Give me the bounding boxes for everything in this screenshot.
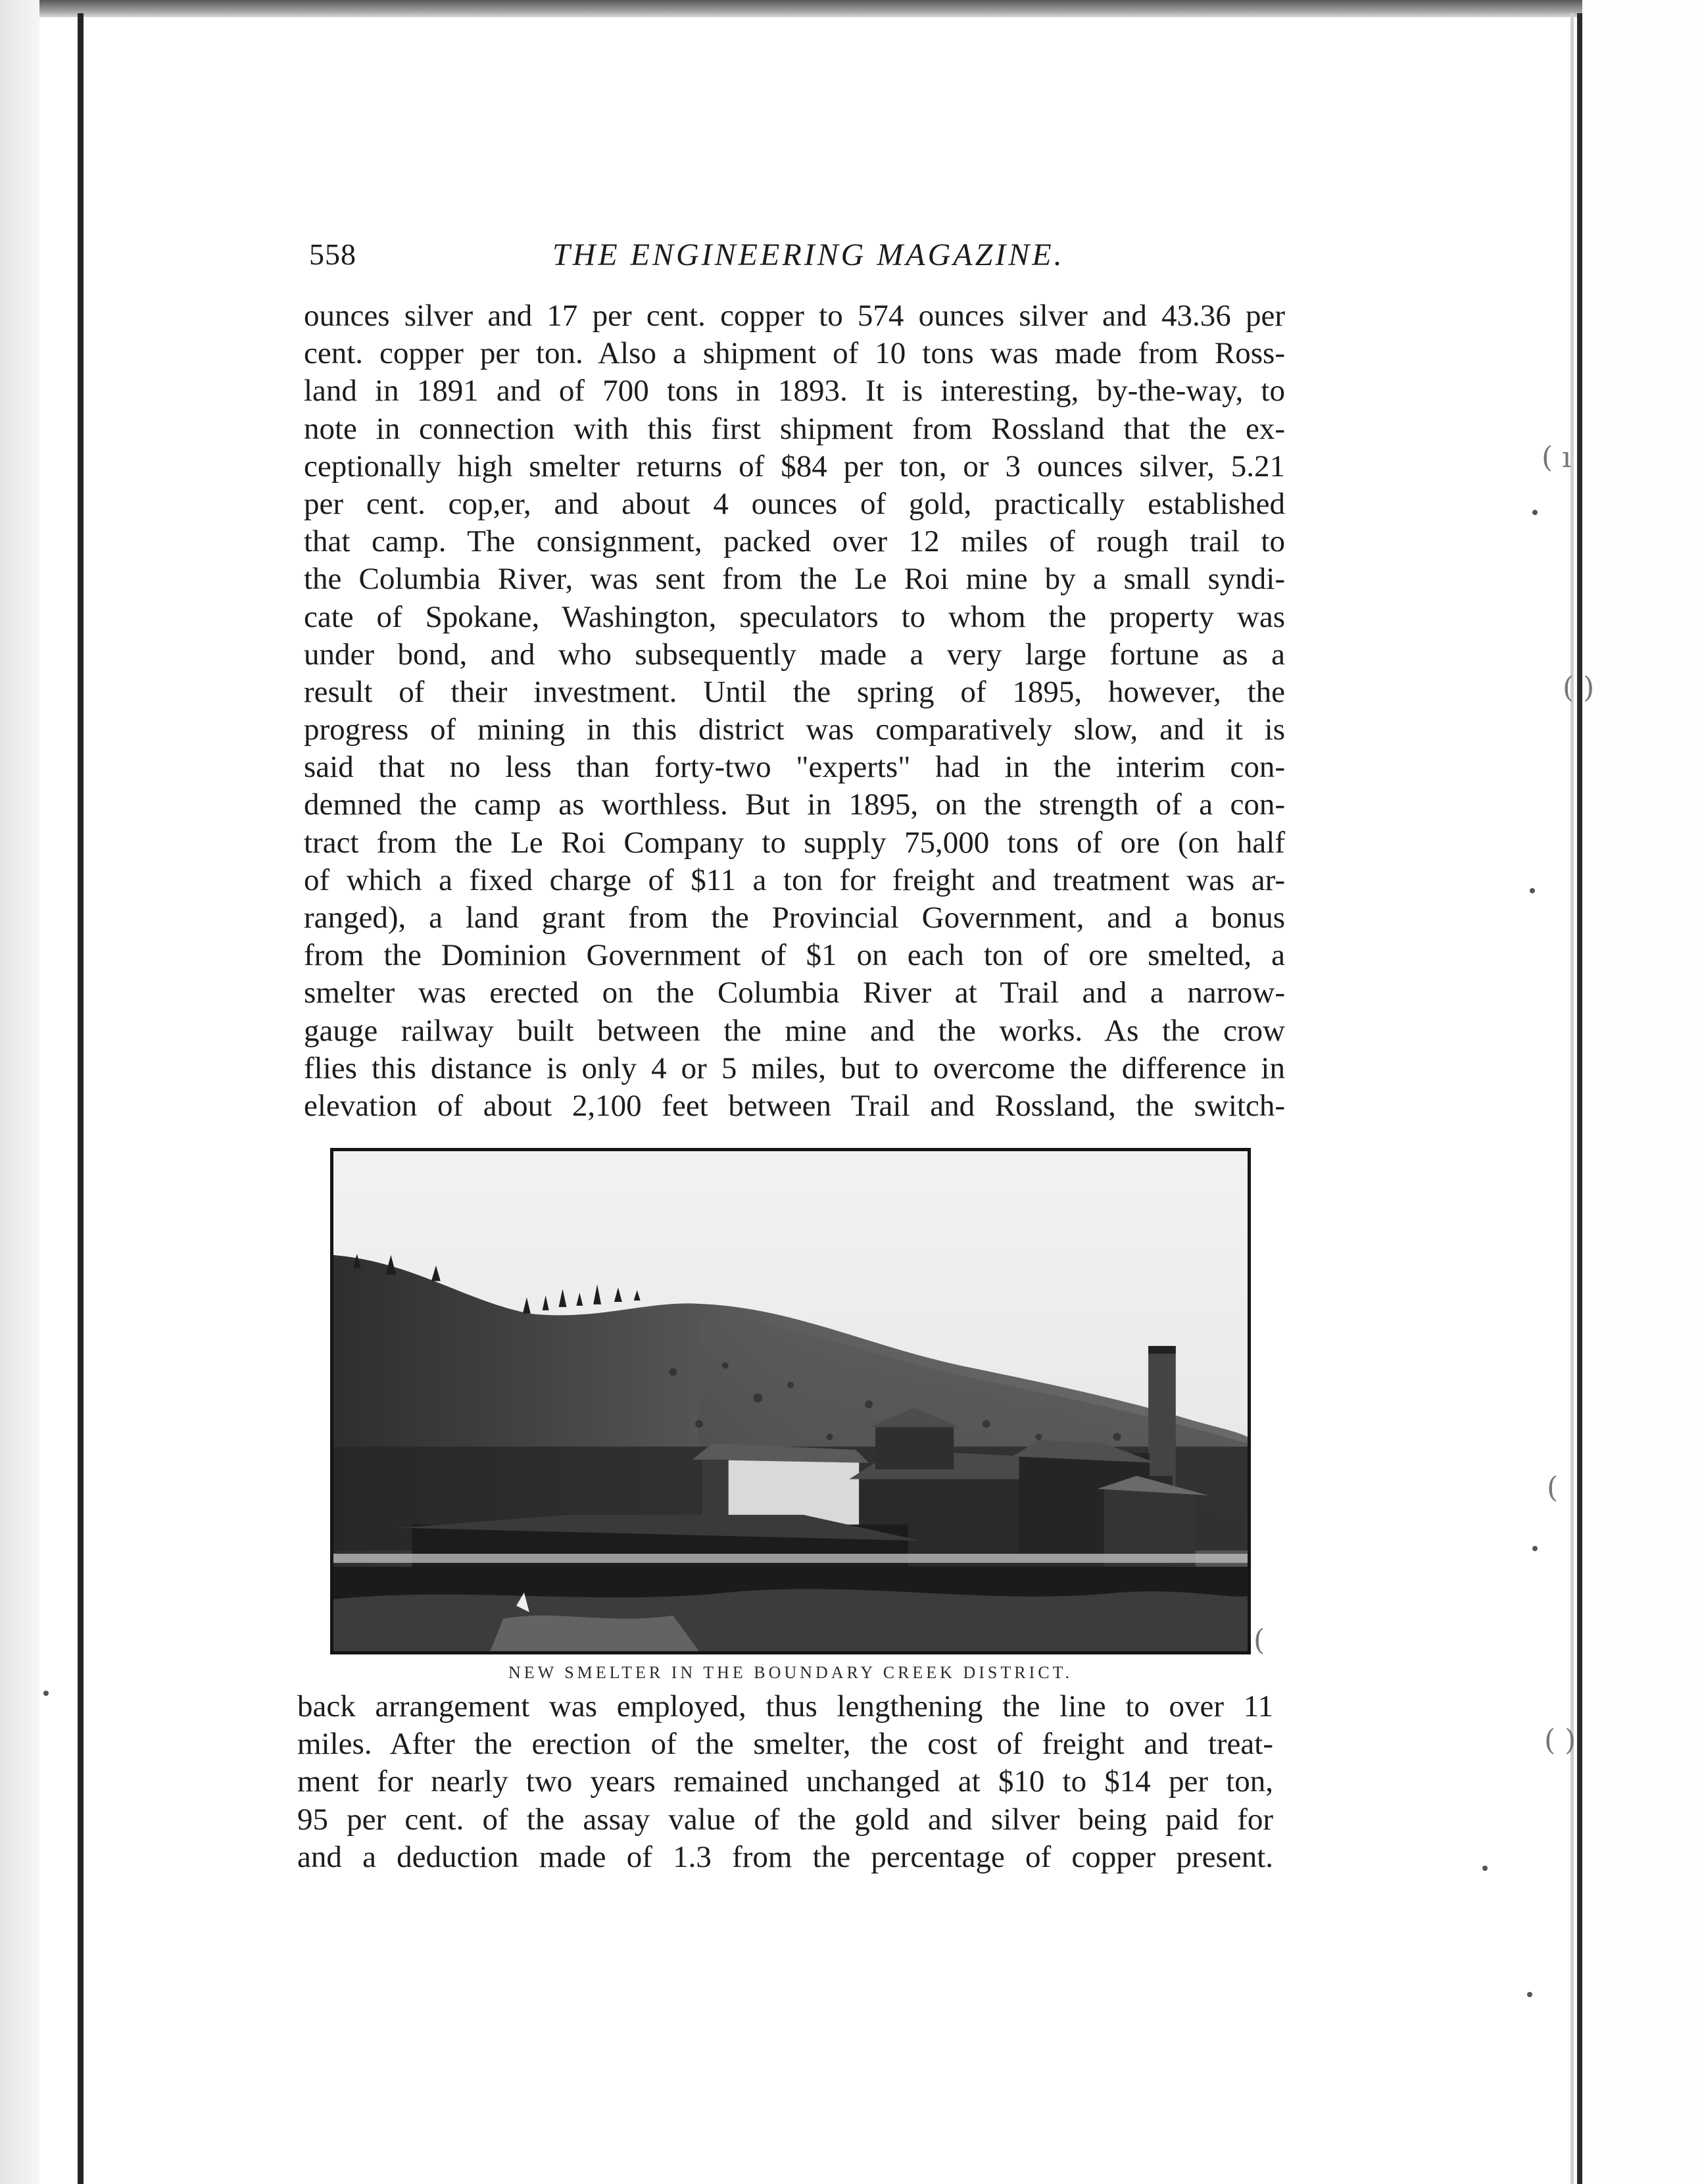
paragraph-1 <box>304 297 1285 1125</box>
text-line: back arrangement was employed, thus lengthening the line to over 11 <box>297 1689 1273 1724</box>
text-line: gauge railway built between the mine and the works. As the crow <box>304 1013 1285 1048</box>
text-line: ounces silver and 17 per cent. copper to 574 ounces silver and 43.36 per <box>304 299 1285 333</box>
page-binding-edge <box>78 13 84 2184</box>
margin-mark: ( ı <box>1542 441 1572 474</box>
text-line: ranged), a land grant from the Provincial Government, and a bonus <box>304 901 1285 935</box>
text-line: elevation of about 2,100 feet between Trail and Rossland, the switch- <box>304 1088 1285 1123</box>
margin-mark: ( ) <box>1544 1724 1576 1757</box>
text-line: result of their investment. Until the spring of 1895, however, the <box>304 674 1285 709</box>
figure-caption: NEW SMELTER IN THE BOUNDARY CREEK DISTRICT. <box>508 1663 1073 1682</box>
margin-mark: ( <box>1547 1471 1559 1504</box>
margin-mark: ( ) <box>1563 671 1595 705</box>
smelter-photograph <box>330 1148 1251 1654</box>
text-line: the Columbia River, was sent from the Le Roi mine by a small syndi- <box>304 562 1285 597</box>
text-line: under bond, and who subsequently made a very large fortune as a <box>304 637 1285 672</box>
scan-speck <box>1482 1866 1488 1871</box>
page-gutter <box>1570 13 1574 2184</box>
text-line: progress of mining in this district was comparatively slow, and it is <box>304 712 1285 747</box>
scan-speck <box>43 1691 49 1696</box>
text-line: said that no less than forty-two "experts" had in the interim con- <box>304 750 1285 785</box>
text-line: from the Dominion Government of $1 on each ton of ore smelted, a <box>304 938 1285 973</box>
text-line: note in connection with this first shipment from Rossland that the ex- <box>304 411 1285 446</box>
facing-page-strip <box>1582 0 1702 2184</box>
text-line: cate of Spokane, Washington, speculators to whom the property was <box>304 599 1285 634</box>
text-line: of which a fixed charge of $11 a ton for freight and treatment was ar- <box>304 862 1285 897</box>
running-title: THE ENGINEERING MAGAZINE. <box>552 237 1065 272</box>
text-line: land in 1891 and of 700 tons in 1893. It is interesting, by-the-way, to <box>304 374 1285 409</box>
scan-left-margin <box>0 0 39 2184</box>
text-line: that camp. The consignment, packed over 12 miles of rough trail to <box>304 524 1285 559</box>
text-line: 95 per cent. of the assay value of the gold and silver being paid for <box>297 1802 1273 1837</box>
running-head <box>309 224 1296 283</box>
text-line: flies this distance is only 4 or 5 miles, but to overcome the difference in <box>304 1051 1285 1085</box>
text-line: ment for nearly two years remained unchanged at $10 to $14 per ton, <box>297 1764 1273 1799</box>
scan-speck <box>1527 1992 1532 1997</box>
scan-top-edge <box>0 0 1702 17</box>
scan-speck <box>1532 1546 1538 1551</box>
smelter-photo-drawing <box>333 1151 1248 1651</box>
paragraph-2 <box>297 1688 1273 1876</box>
text-line: tract from the Le Roi Company to supply 75,000 tons of ore (on half <box>304 825 1285 860</box>
page-number: 558 <box>309 237 356 271</box>
scan-speck <box>1530 888 1535 893</box>
text-line: per cent. cop,er, and about 4 ounces of gold, practically established <box>304 486 1285 521</box>
text-line: miles. After the erection of the smelter, the cost of freight and treat- <box>297 1727 1273 1762</box>
text-line: demned the camp as worthless. But in 1895, on the strength of a con- <box>304 787 1285 822</box>
text-line: ceptionally high smelter returns of $84 per ton, or 3 ounces silver, 5.21 <box>304 449 1285 484</box>
page-right-edge <box>1577 13 1582 2184</box>
text-line: cent. copper per ton. Also a shipment of 10 tons was made from Ross- <box>304 336 1285 371</box>
margin-mark: ( <box>1253 1624 1265 1657</box>
scan-speck <box>1532 510 1538 515</box>
text-line: and a deduction made of 1.3 from the percentage of copper present. <box>297 1839 1273 1874</box>
text-line: smelter was erected on the Columbia River at Trail and a narrow- <box>304 976 1285 1010</box>
